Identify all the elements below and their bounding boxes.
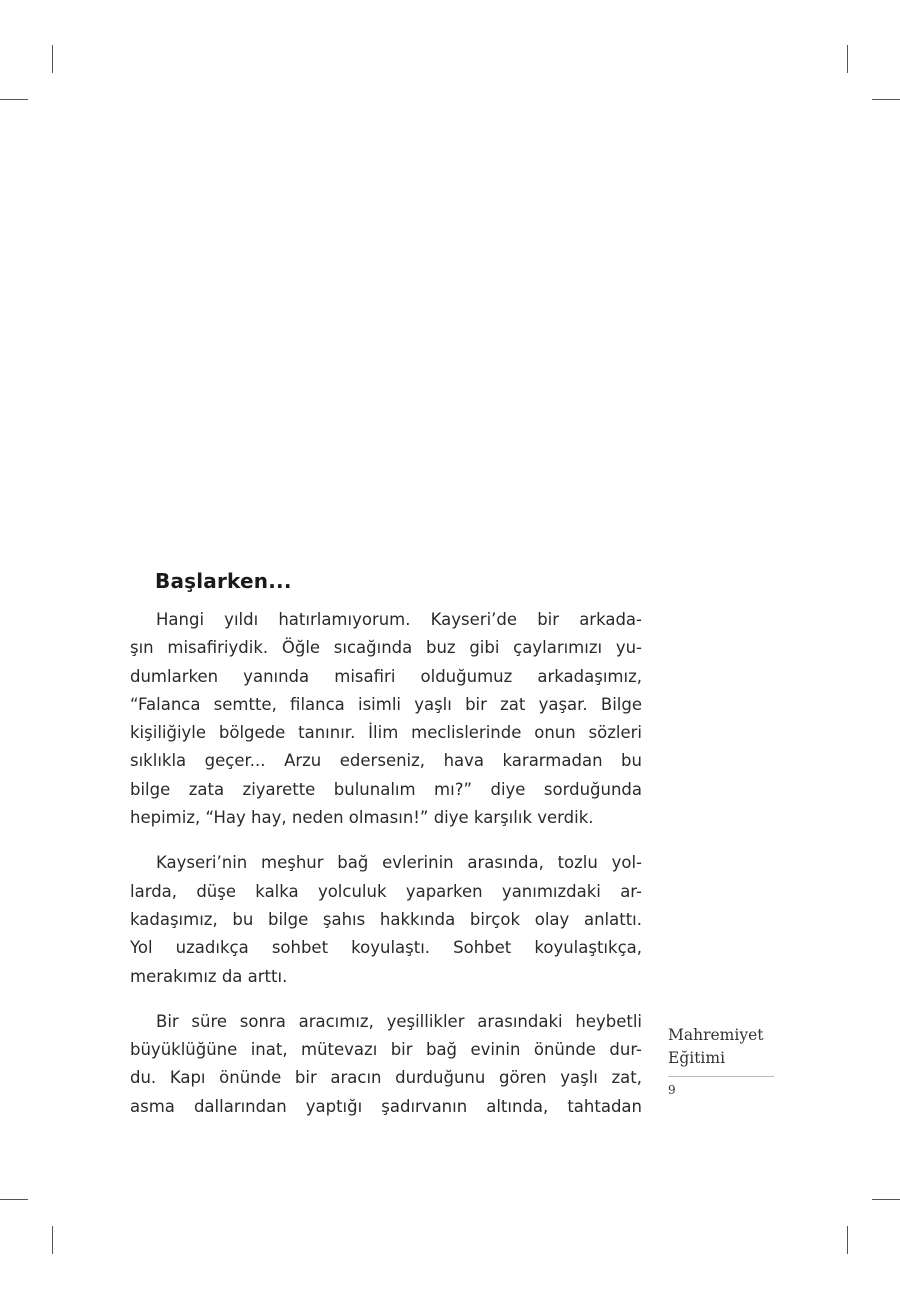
running-footer (668, 1024, 774, 1097)
crop-mark-bottom-left-vertical (52, 1226, 53, 1254)
crop-mark-top-right-horizontal (872, 99, 900, 100)
text-line: merakımız da arttı. (130, 966, 288, 986)
text-line: kadaşımız, bu bilge şahıs hakkında birçok olay anlattı. (130, 909, 642, 929)
crop-mark-bottom-right-vertical (847, 1226, 848, 1254)
text-line: hepimiz, “Hay hay, neden olmasın!” diye karşılık verdik. (130, 808, 594, 828)
text-line: kişiliğiyle bölgede tanınır. İlim meclislerinde onun sözleri (130, 723, 642, 743)
paragraph (130, 849, 642, 990)
section-heading: Başlarken... (155, 569, 292, 593)
body-text (130, 606, 642, 1138)
text-line: şın misafiriydik. Öğle sıcağında buz gibi çaylarımızı yu- (130, 638, 642, 658)
crop-mark-bottom-left-horizontal (0, 1199, 28, 1200)
text-line: dumlarken yanında misafiri olduğumuz arkadaşımız, (130, 666, 642, 686)
crop-mark-bottom-right-horizontal (872, 1199, 900, 1200)
text-line: büyüklüğüne inat, mütevazı bir bağ evinin önünde dur- (130, 1040, 642, 1060)
crop-mark-top-right-vertical (847, 45, 848, 73)
paragraph (130, 606, 642, 832)
text-line: Kayseri’nin meşhur bağ evlerinin arasında, tozlu yol- (156, 853, 642, 873)
crop-mark-top-left-horizontal (0, 99, 28, 100)
text-line: Yol uzadıkça sohbet koyulaştı. Sohbet koyulaştıkça, (130, 938, 642, 958)
page-number: 9 (668, 1083, 676, 1097)
text-line: larda, düşe kalka yolculuk yaparken yanımızdaki ar- (130, 881, 642, 901)
text-line: bilge zata ziyarette bulunalım mı?” diye sorduğunda (130, 779, 642, 799)
text-line: Bir süre sonra aracımız, yeşillikler arasındaki heybetli (156, 1011, 642, 1031)
text-line: “Falanca semtte, filanca isimli yaşlı bir zat yaşar. Bilge (130, 694, 642, 714)
crop-mark-top-left-vertical (52, 45, 53, 73)
text-line: Hangi yıldı hatırlamıyorum. Kayseri’de bir arkada- (156, 610, 642, 629)
paragraph (130, 1008, 642, 1121)
text-line: sıklıkla geçer... Arzu ederseniz, hava kararmadan bu (130, 751, 642, 771)
book-title-line-1: Mahremiyet (668, 1026, 764, 1044)
footer-divider (668, 1076, 774, 1077)
text-line: du. Kapı önünde bir aracın durduğunu gören yaşlı zat, (130, 1068, 642, 1088)
text-line: asma dallarından yaptığı şadırvanın altında, tahtadan (130, 1096, 642, 1116)
book-title-line-2: Eğitimi (668, 1049, 726, 1067)
